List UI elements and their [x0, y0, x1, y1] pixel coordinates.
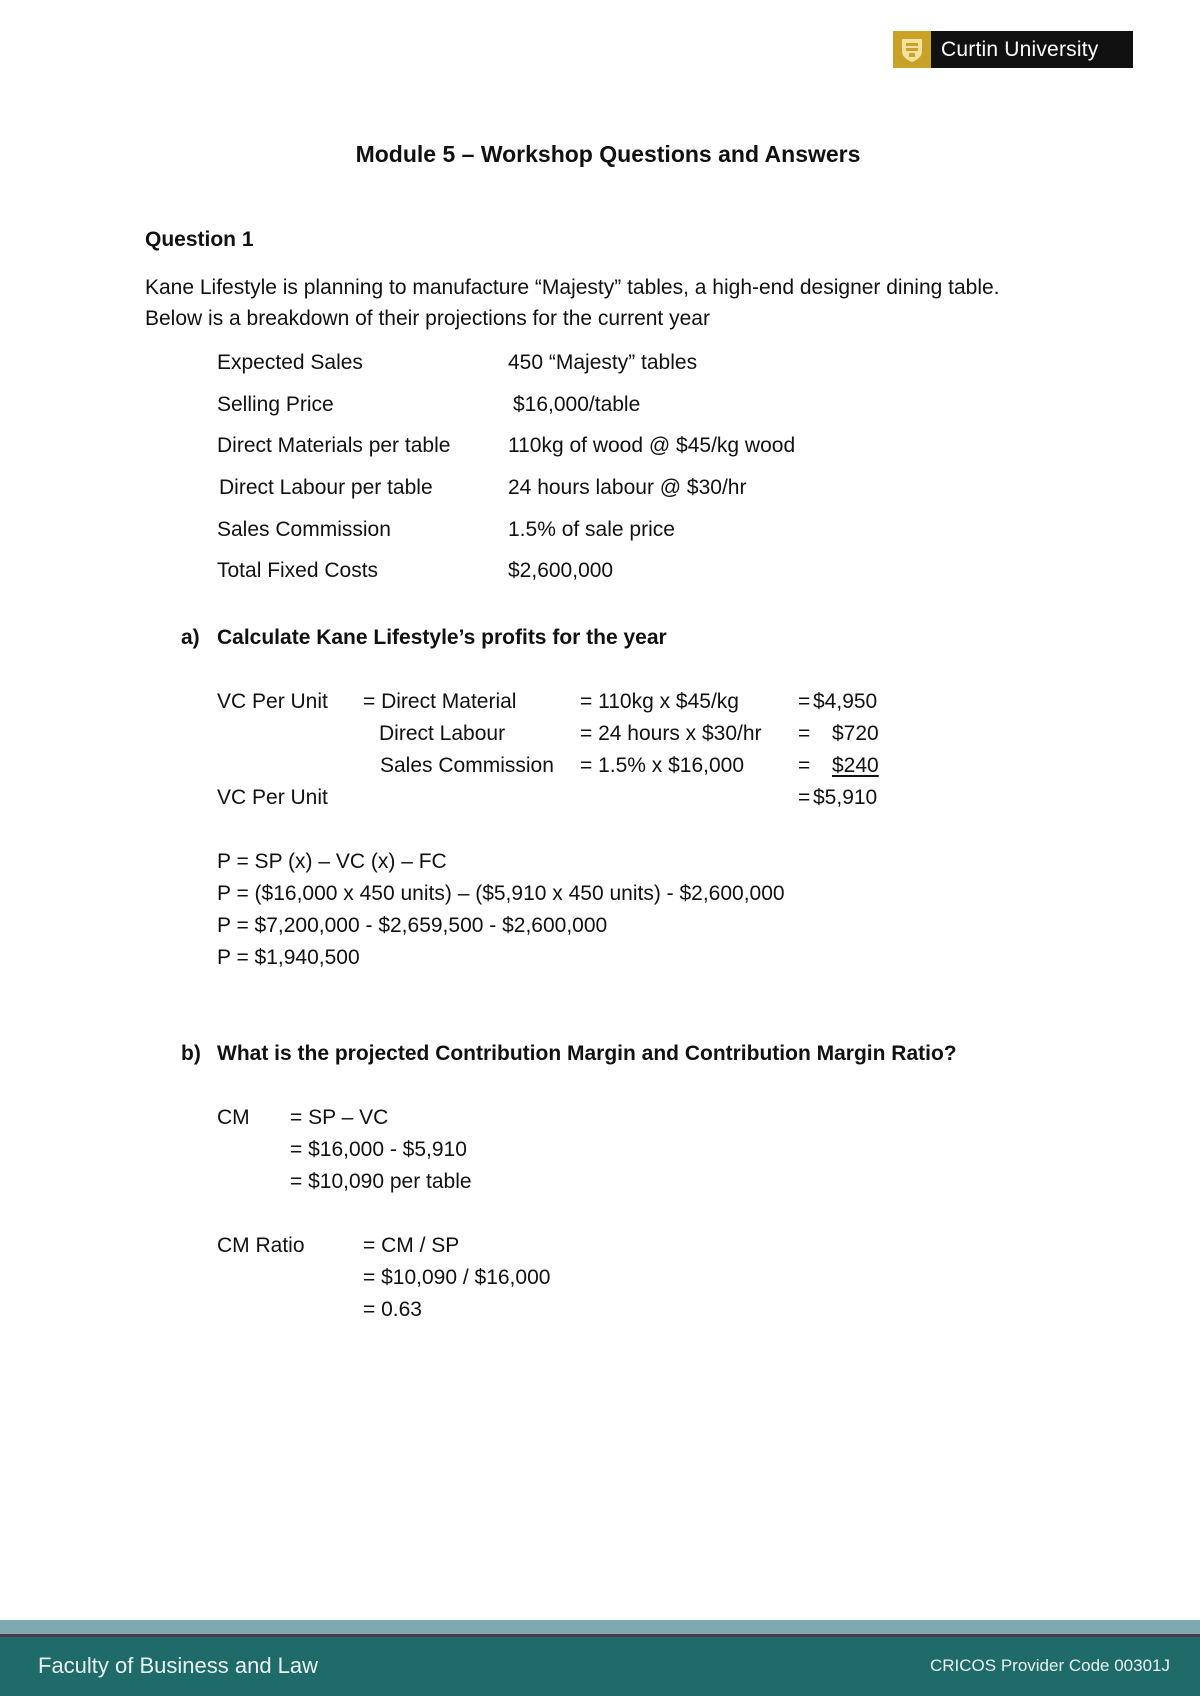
- projection-value: 24 hours labour @ $30/hr: [508, 476, 747, 499]
- cm-ratio-line: = CM / SP: [363, 1234, 460, 1257]
- footer-stripe: [0, 1620, 1200, 1634]
- projection-label: Sales Commission: [217, 518, 391, 541]
- projection-value: 450 “Majesty” tables: [508, 351, 698, 374]
- page-title: Module 5 – Workshop Questions and Answers: [355, 141, 861, 167]
- vc-eq: =: [798, 754, 811, 777]
- vc-calc: = 110kg x $45/kg: [580, 690, 739, 713]
- projection-label: Direct Materials per table: [217, 434, 451, 457]
- vc-calc: = 24 hours x $30/hr: [580, 722, 762, 745]
- cm-ratio-line: = 0.63: [363, 1298, 422, 1321]
- part-a-question: Calculate Kane Lifestyle’s profits for the year: [217, 626, 667, 649]
- vc-total-eq: =: [798, 786, 811, 809]
- vc-amount: $720: [832, 722, 879, 745]
- vc-total-label: VC Per Unit: [217, 786, 328, 809]
- vc-label: VC Per Unit: [217, 690, 328, 713]
- vc-amount: $4,950: [813, 690, 878, 713]
- footer-bar: [0, 1637, 1200, 1696]
- part-a-letter: a): [181, 626, 200, 649]
- profit-line: P = ($16,000 x 450 units) – ($5,910 x 450 units) - $2,600,000: [217, 882, 785, 905]
- projection-label: Direct Labour per table: [219, 476, 433, 499]
- vc-item: = Direct Material: [363, 690, 517, 713]
- intro-line-2: Below is a breakdown of their projections for the current year: [145, 307, 710, 330]
- profit-line: P = $1,940,500: [217, 946, 360, 969]
- projection-label: Expected Sales: [217, 351, 363, 374]
- curtin-university-logo: [893, 31, 1133, 68]
- vc-item: Sales Commission: [380, 754, 554, 777]
- profit-line: P = SP (x) – VC (x) – FC: [217, 850, 447, 873]
- part-b-letter: b): [181, 1042, 201, 1065]
- vc-item: Direct Labour: [379, 722, 506, 745]
- intro-line-1: Kane Lifestyle is planning to manufacture “Majesty” tables, a high-end designer dining table.: [145, 276, 1000, 299]
- footer-faculty: Faculty of Business and Law: [38, 1653, 319, 1678]
- footer-cricos: CRICOS Provider Code 00301J: [929, 1656, 1170, 1675]
- cm-line: = SP – VC: [290, 1106, 389, 1129]
- cm-line: = $10,090 per table: [290, 1170, 472, 1193]
- cm-ratio-line: = $10,090 / $16,000: [363, 1266, 551, 1289]
- question-heading: Question 1: [145, 228, 254, 251]
- cm-label: CM: [217, 1106, 250, 1129]
- vc-calc: = 1.5% x $16,000: [580, 754, 745, 777]
- vc-eq: =: [798, 722, 811, 745]
- projection-label: Selling Price: [217, 393, 334, 416]
- projection-value: 110kg of wood @ $45/kg wood: [508, 434, 796, 457]
- profit-line: P = $7,200,000 - $2,659,500 - $2,600,000: [217, 914, 608, 937]
- vc-total: $5,910: [813, 786, 878, 809]
- vc-amount: $240: [832, 754, 879, 777]
- projection-value: 1.5% of sale price: [508, 518, 675, 541]
- logo-text: Curtin University: [941, 37, 1099, 61]
- cm-line: = $16,000 - $5,910: [290, 1138, 467, 1161]
- part-b-question: What is the projected Contribution Margin and Contribution Margin Ratio?: [217, 1042, 957, 1065]
- projection-label: Total Fixed Costs: [217, 559, 379, 582]
- crest-icon: [893, 31, 931, 68]
- vc-eq: =: [798, 690, 811, 713]
- cm-ratio-label: CM Ratio: [217, 1234, 305, 1257]
- projection-value: $16,000/table: [513, 393, 641, 416]
- projection-value: $2,600,000: [508, 559, 614, 582]
